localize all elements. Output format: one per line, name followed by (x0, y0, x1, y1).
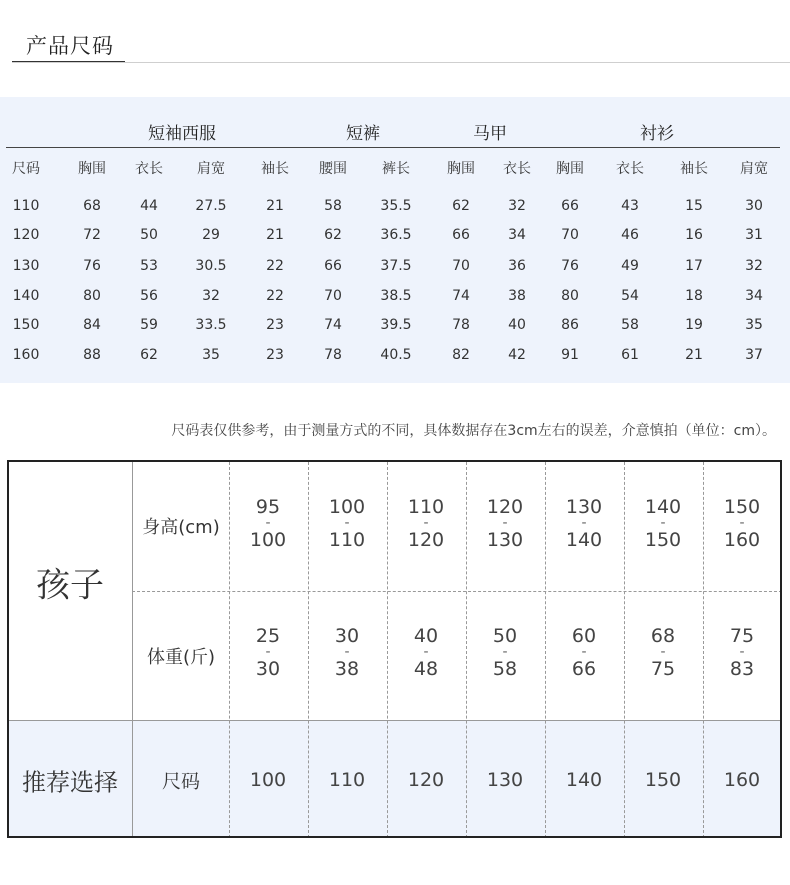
grid-line (545, 462, 546, 838)
height-label: 身高(cm) (142, 517, 220, 538)
table-cell: 54 (621, 288, 639, 304)
recommended-size: 100 (249, 769, 287, 791)
range-cell (317, 626, 377, 679)
table-cell: 38.5 (380, 288, 412, 304)
size-note: 尺码表仅供参考，由于测量方式的不同，具体数据存在3cm左右的误差，介意慎拍（单位：cm）。 (171, 423, 776, 439)
group-shirt: 衬衫 (640, 124, 674, 144)
table-cell: 46 (621, 227, 639, 243)
table-cell: 120 (12, 227, 40, 243)
table-cell: 130 (12, 258, 40, 274)
table-cell: 56 (140, 288, 158, 304)
table-cell: 22 (266, 258, 284, 274)
range-separator: - (265, 644, 271, 660)
range-cell (238, 497, 298, 550)
table-cell: 31 (745, 227, 763, 243)
recommended-size: 130 (486, 769, 524, 791)
table-cell: 66 (324, 258, 342, 274)
table-cell: 78 (324, 347, 342, 363)
range-cell (633, 626, 693, 679)
table-cell: 88 (83, 347, 101, 363)
range-separator: - (660, 515, 666, 531)
column-header: 袖长 (261, 161, 289, 177)
range-to: 58 (492, 658, 518, 680)
range-separator: - (344, 644, 350, 660)
table-cell: 34 (508, 227, 526, 243)
grid-line (387, 462, 388, 838)
table-cell: 23 (266, 347, 284, 363)
range-from: 25 (255, 625, 281, 647)
range-from: 95 (255, 496, 281, 518)
column-header: 胸围 (78, 161, 106, 177)
column-header: 胸围 (447, 161, 475, 177)
table-cell: 33.5 (195, 317, 227, 333)
recommended-size: 160 (723, 769, 761, 791)
table-cell: 70 (452, 258, 470, 274)
column-header: 袖长 (680, 161, 708, 177)
range-cell (712, 626, 772, 679)
table-cell: 18 (685, 288, 703, 304)
table-cell: 27.5 (195, 198, 227, 214)
group-shorts: 短裤 (346, 124, 380, 144)
range-to: 100 (249, 529, 287, 551)
table-cell: 29 (202, 227, 220, 243)
range-cell (712, 497, 772, 550)
table-cell: 17 (685, 258, 703, 274)
table-cell: 80 (561, 288, 579, 304)
table-cell: 140 (12, 288, 40, 304)
range-cell (633, 497, 693, 550)
range-from: 30 (334, 625, 360, 647)
grid-line (703, 462, 704, 838)
grid-line (229, 462, 230, 838)
range-cell (475, 497, 535, 550)
size-label: 尺码 (161, 770, 201, 793)
range-from: 120 (486, 496, 524, 518)
kid-label: 孩子 (36, 565, 104, 606)
range-from: 110 (407, 496, 445, 518)
table-cell: 110 (12, 198, 40, 214)
table-cell: 68 (83, 198, 101, 214)
column-header: 尺码 (12, 161, 40, 177)
column-header: 衣长 (616, 161, 644, 177)
grid-line (466, 462, 467, 838)
recommended-size: 110 (328, 769, 366, 791)
table-cell: 38 (508, 288, 526, 304)
range-separator: - (660, 644, 666, 660)
table-cell: 58 (324, 198, 342, 214)
table-cell: 70 (324, 288, 342, 304)
table-cell: 53 (140, 258, 158, 274)
range-from: 140 (644, 496, 682, 518)
recommended-size: 150 (644, 769, 682, 791)
table-cell: 62 (140, 347, 158, 363)
range-to: 38 (334, 658, 360, 680)
table-cell: 78 (452, 317, 470, 333)
group-divider (6, 147, 780, 148)
range-from: 75 (729, 625, 755, 647)
range-from: 130 (565, 496, 603, 518)
table-cell: 32 (745, 258, 763, 274)
range-separator: - (739, 515, 745, 531)
range-cell (396, 497, 456, 550)
column-header: 胸围 (556, 161, 584, 177)
range-to: 66 (571, 658, 597, 680)
table-cell: 16 (685, 227, 703, 243)
range-to: 160 (723, 529, 761, 551)
range-cell (554, 497, 614, 550)
table-cell: 39.5 (380, 317, 412, 333)
table-cell: 35 (745, 317, 763, 333)
grid-line (132, 591, 782, 592)
range-to: 110 (328, 529, 366, 551)
range-cell (475, 626, 535, 679)
table-cell: 40.5 (380, 347, 412, 363)
table-cell: 21 (266, 227, 284, 243)
table-cell: 150 (12, 317, 40, 333)
grid-line (132, 462, 133, 838)
column-header: 肩宽 (740, 161, 768, 177)
table-cell: 19 (685, 317, 703, 333)
range-separator: - (265, 515, 271, 531)
table-cell: 42 (508, 347, 526, 363)
column-header: 腰围 (319, 161, 347, 177)
table-cell: 34 (745, 288, 763, 304)
table-cell: 66 (561, 198, 579, 214)
table-cell: 36 (508, 258, 526, 274)
recommended-size: 140 (565, 769, 603, 791)
range-to: 75 (650, 658, 676, 680)
range-cell (554, 626, 614, 679)
group-vest: 马甲 (473, 124, 507, 144)
grid-line (9, 720, 782, 721)
range-from: 68 (650, 625, 676, 647)
table-cell: 84 (83, 317, 101, 333)
range-to: 140 (565, 529, 603, 551)
range-to: 48 (413, 658, 439, 680)
section-title: 产品尺码 (26, 34, 114, 58)
table-cell: 21 (266, 198, 284, 214)
table-cell: 61 (621, 347, 639, 363)
range-separator: - (581, 644, 587, 660)
range-to: 120 (407, 529, 445, 551)
table-cell: 91 (561, 347, 579, 363)
range-from: 150 (723, 496, 761, 518)
table-cell: 15 (685, 198, 703, 214)
range-to: 150 (644, 529, 682, 551)
table-cell: 43 (621, 198, 639, 214)
table-cell: 74 (324, 317, 342, 333)
kid-table (7, 460, 782, 838)
recommended-size: 120 (407, 769, 445, 791)
table-cell: 36.5 (380, 227, 412, 243)
range-separator: - (423, 515, 429, 531)
table-cell: 37.5 (380, 258, 412, 274)
weight-label: 体重(斤) (146, 647, 216, 668)
range-to: 30 (255, 658, 281, 680)
range-cell (238, 626, 298, 679)
range-separator: - (739, 644, 745, 660)
table-cell: 49 (621, 258, 639, 274)
column-header: 肩宽 (197, 161, 225, 177)
table-cell: 66 (452, 227, 470, 243)
range-separator: - (344, 515, 350, 531)
column-header: 衣长 (503, 161, 531, 177)
table-cell: 21 (685, 347, 703, 363)
grid-line (308, 462, 309, 838)
table-cell: 76 (561, 258, 579, 274)
table-cell: 59 (140, 317, 158, 333)
table-cell: 44 (140, 198, 158, 214)
table-cell: 30.5 (195, 258, 227, 274)
table-cell: 82 (452, 347, 470, 363)
table-cell: 76 (83, 258, 101, 274)
column-header: 裤长 (382, 161, 410, 177)
range-from: 60 (571, 625, 597, 647)
table-cell: 70 (561, 227, 579, 243)
range-separator: - (423, 644, 429, 660)
table-cell: 35.5 (380, 198, 412, 214)
range-cell (317, 497, 377, 550)
table-cell: 160 (12, 347, 40, 363)
range-to: 130 (486, 529, 524, 551)
group-suit: 短袖西服 (148, 124, 216, 144)
table-cell: 30 (745, 198, 763, 214)
grid-line (624, 462, 625, 838)
table-cell: 86 (561, 317, 579, 333)
range-to: 83 (729, 658, 755, 680)
range-separator: - (502, 644, 508, 660)
range-from: 100 (328, 496, 366, 518)
table-cell: 32 (508, 198, 526, 214)
table-cell: 40 (508, 317, 526, 333)
table-cell: 37 (745, 347, 763, 363)
table-cell: 58 (621, 317, 639, 333)
table-cell: 22 (266, 288, 284, 304)
column-header: 衣长 (135, 161, 163, 177)
table-cell: 23 (266, 317, 284, 333)
size-chart (0, 97, 790, 383)
range-from: 50 (492, 625, 518, 647)
recommend-label: 推荐选择 (22, 768, 118, 797)
range-cell (396, 626, 456, 679)
table-cell: 80 (83, 288, 101, 304)
table-cell: 62 (452, 198, 470, 214)
table-cell: 35 (202, 347, 220, 363)
table-cell: 72 (83, 227, 101, 243)
table-cell: 74 (452, 288, 470, 304)
range-separator: - (581, 515, 587, 531)
range-from: 40 (413, 625, 439, 647)
table-cell: 50 (140, 227, 158, 243)
title-rule (12, 62, 790, 63)
table-cell: 32 (202, 288, 220, 304)
table-cell: 62 (324, 227, 342, 243)
range-separator: - (502, 515, 508, 531)
